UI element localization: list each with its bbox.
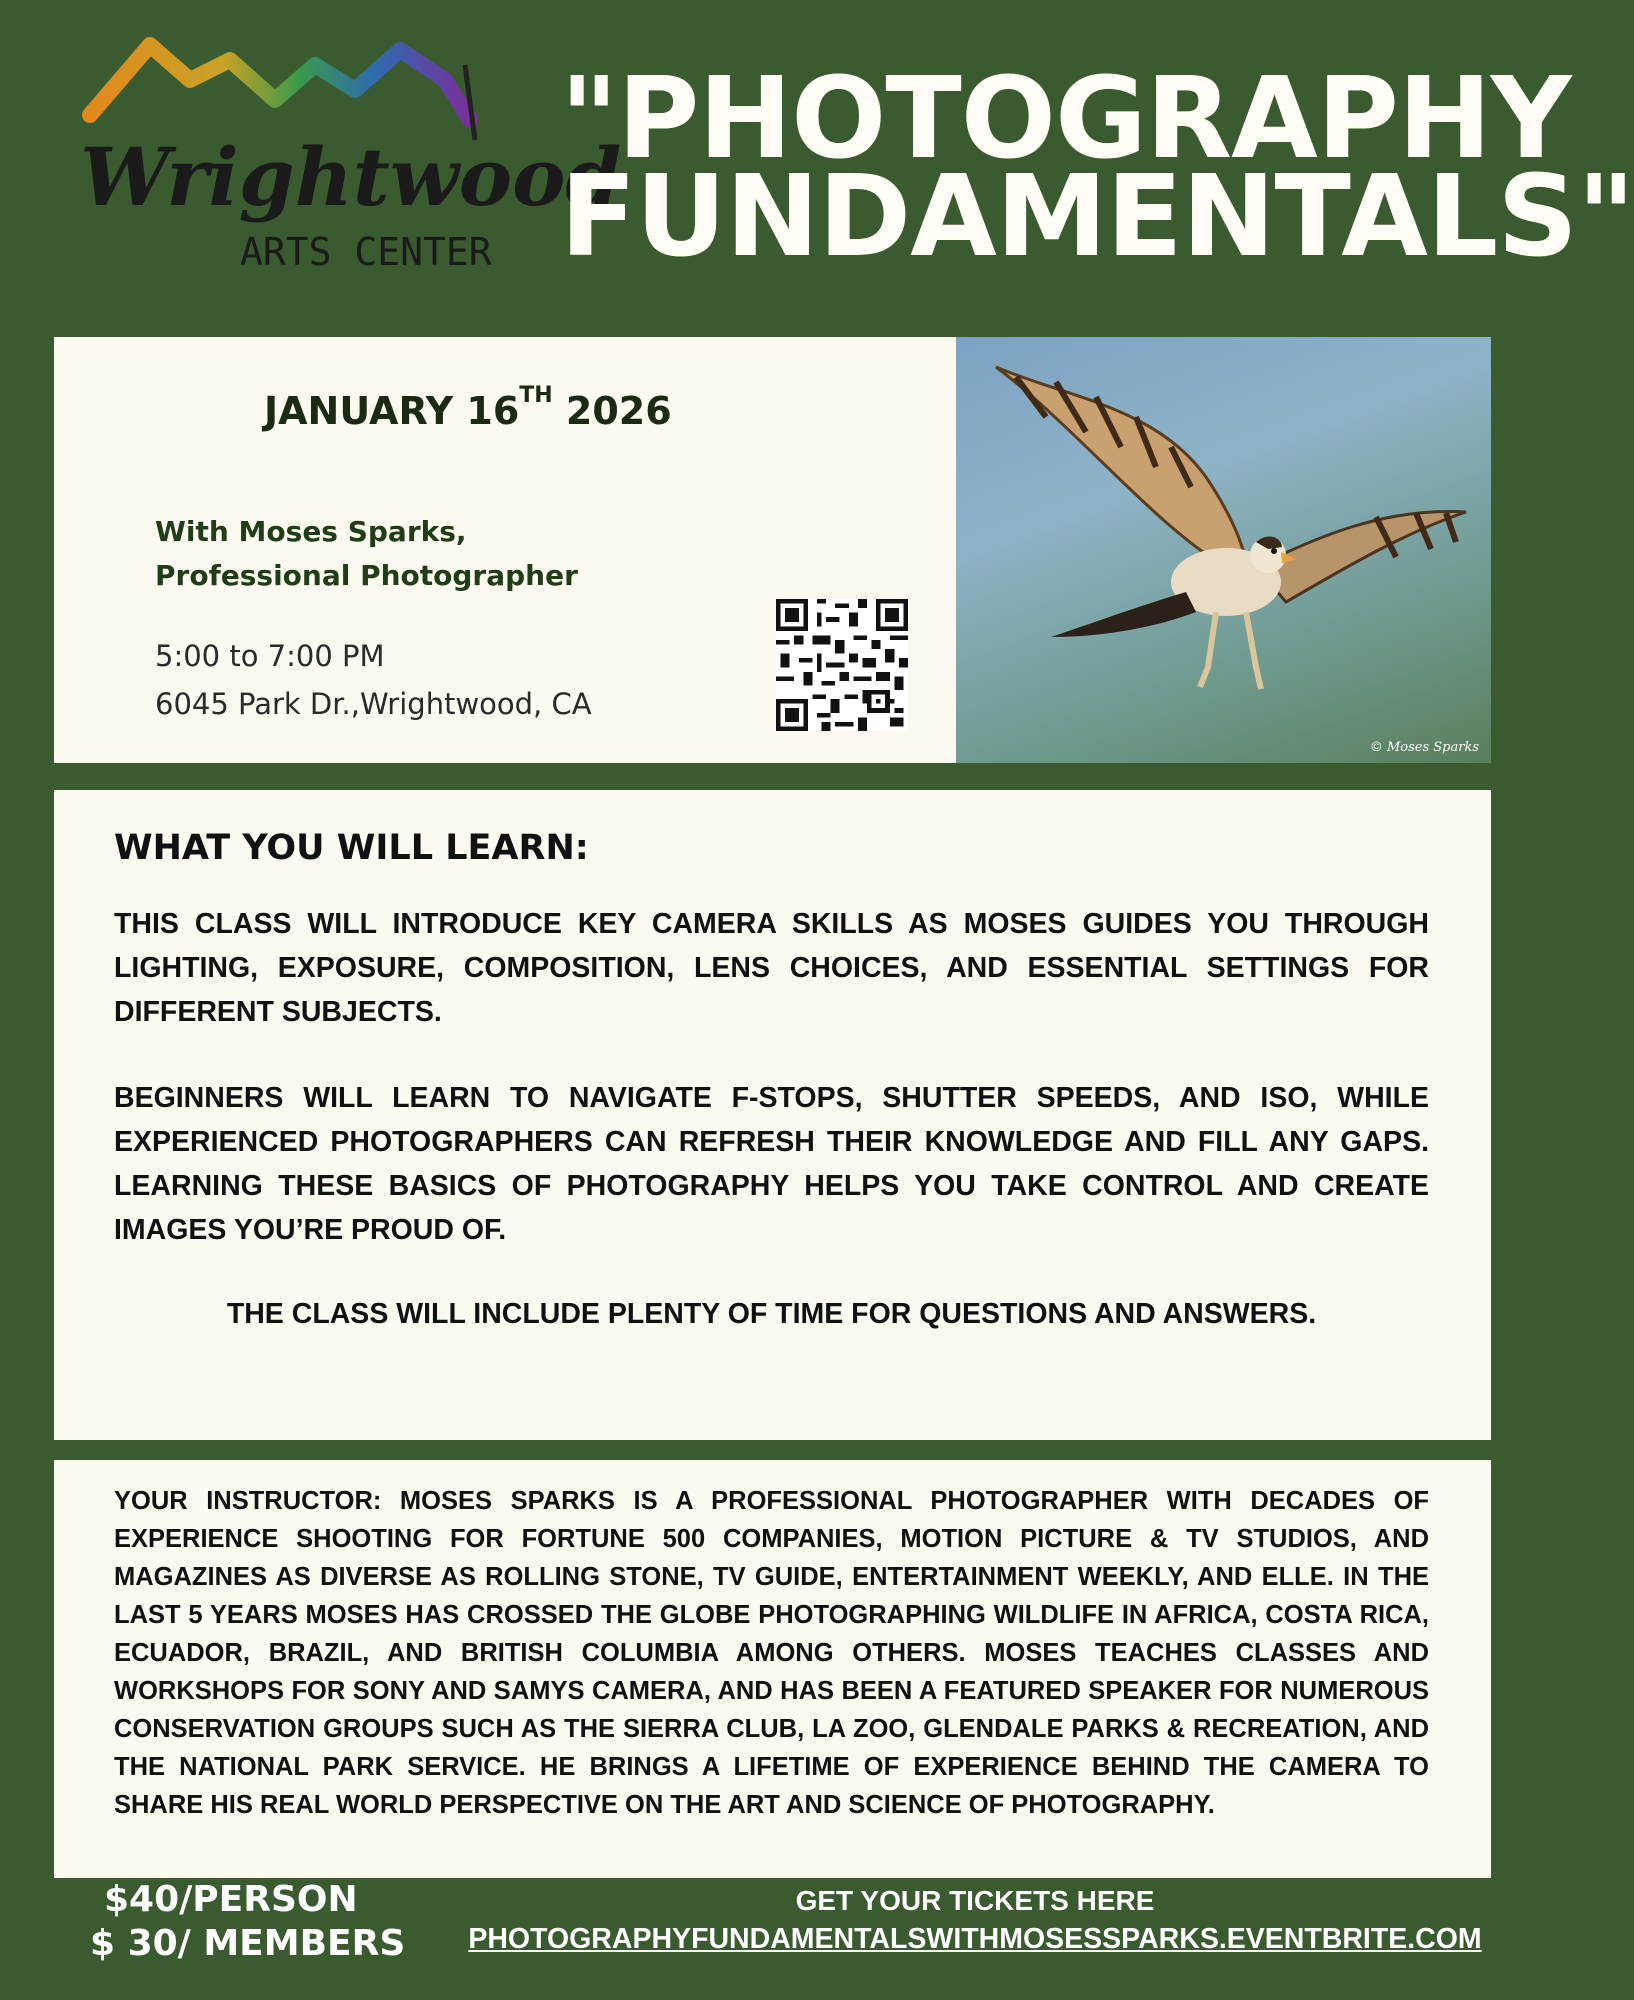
bird-illustration bbox=[996, 367, 1466, 689]
learn-paragraph-1: THIS CLASS WILL INTRODUCE KEY CAMERA SKILLS AS MOSES GUIDES YOU THROUGH LIGHTING, EXPOSURE, COMPOSITION, LENS CHOICES, AND ESSENTIAL SETTINGS FOR DIFFERENT SUBJECTS. bbox=[114, 908, 1429, 1028]
instructor-credit bbox=[155, 510, 578, 598]
learn-paragraph-2: BEGINNERS WILL LEARN TO NAVIGATE F-STOPS, SHUTTER SPEEDS, AND ISO, WHILE EXPERIENCED PHOTOGRAPHERS CAN REFRESH THEIR KNOWLEDGE AND FILL ANY GAPS. LEARNING THESE BASICS OF PHOTOGRAPHY HELPS YOU TAKE CONTROL AND CREATE IMAGES YOU’RE PROUD OF. bbox=[114, 1082, 1429, 1246]
tickets-block bbox=[460, 1884, 1490, 1960]
tickets-link[interactable]: PHOTOGRAPHYFUNDAMENTALSWITHMOSESSPARKS.EVENTBRITE.COM bbox=[468, 1923, 1482, 1955]
hawk-photo bbox=[956, 337, 1491, 763]
tickets-heading: GET YOUR TICKETS HERE bbox=[795, 1885, 1155, 1916]
logo-wordmark: Wrightwood bbox=[80, 130, 622, 224]
learn-paragraph-3: THE CLASS WILL INCLUDE PLENTY OF TIME FOR QUESTIONS AND ANSWERS. bbox=[226, 1298, 1317, 1330]
price-members: $ 30/ MEMBERS bbox=[90, 1923, 406, 1964]
photo-credit: © Moses Sparks bbox=[1369, 740, 1479, 755]
event-title bbox=[560, 54, 1634, 282]
instructor-panel bbox=[54, 1460, 1491, 1878]
title-line-2: FUNDAMENTALS" bbox=[560, 152, 1634, 282]
instructor-name: With Moses Sparks, bbox=[155, 515, 467, 548]
price-person: $40/PERSON bbox=[104, 1879, 358, 1920]
event-time-location bbox=[155, 632, 592, 728]
event-address: 6045 Park Dr.,Wrightwood, CA bbox=[155, 687, 592, 721]
event-info-panel bbox=[54, 337, 956, 763]
date-ordinal: TH bbox=[519, 383, 553, 408]
learn-heading: WHAT YOU WILL LEARN: bbox=[114, 828, 589, 868]
price-block bbox=[90, 1878, 405, 1966]
wrightwood-arts-center-logo bbox=[70, 25, 622, 285]
instructor-title: Professional Photographer bbox=[155, 559, 578, 592]
mountain-brushstroke-icon bbox=[90, 45, 470, 120]
event-date bbox=[264, 383, 672, 433]
learn-panel bbox=[54, 790, 1491, 1440]
logo-subtitle: ARTS CENTER bbox=[240, 230, 492, 274]
title-line-1: "PHOTOGRAPHY bbox=[560, 54, 1571, 184]
date-year: 2026 bbox=[552, 389, 672, 433]
qr-code-icon[interactable] bbox=[776, 599, 908, 731]
event-time: 5:00 to 7:00 PM bbox=[155, 639, 385, 673]
date-main: JANUARY 16 bbox=[264, 389, 520, 433]
instructor-bio: YOUR INSTRUCTOR: MOSES SPARKS IS A PROFESSIONAL PHOTOGRAPHER WITH DECADES OF EXPERIENCE SHOOTING FOR FORTUNE 500 COMPANIES, MOTION PICTURE & TV STUDIOS, AND MAGAZINES AS DIVERSE AS ROLLING STONE, TV GUIDE, ENTERTAINMENT WEEKLY, AND ELLE. IN THE LAST 5 YEARS MOSES HAS CROSSED THE GLOBE PHOTOGRAPHING WILDLIFE IN AFRICA, COSTA RICA, ECUADOR, BRAZIL, AND BRITISH COLUMBIA AMONG OTHERS. MOSES TEACHES CLASSES AND WORKSHOPS FOR SONY AND SAMYS CAMERA, AND HAS BEEN A FEATURED SPEAKER FOR NUMEROUS CONSERVATION GROUPS SUCH AS THE SIERRA CLUB, LA ZOO, GLENDALE PARKS & RECREATION, AND THE NATIONAL PARK SERVICE. HE BRINGS A LIFETIME OF EXPERIENCE BEHIND THE CAMERA TO SHARE HIS REAL WORLD PERSPECTIVE ON THE ART AND SCIENCE OF PHOTOGRAPHY. bbox=[114, 1487, 1429, 1819]
